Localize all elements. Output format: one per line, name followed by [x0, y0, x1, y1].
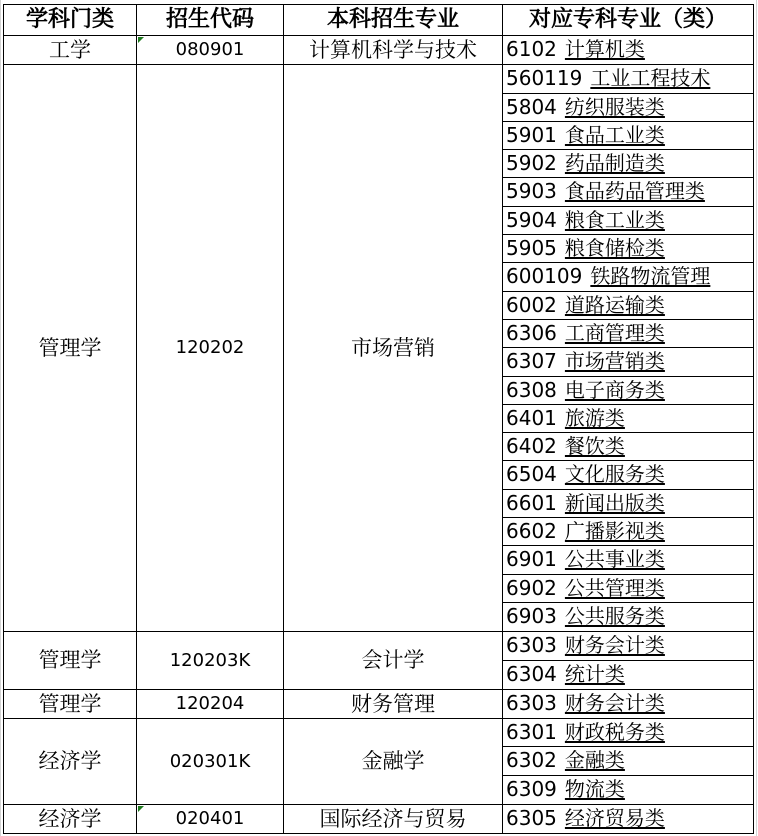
related-major-item[interactable]: [503, 94, 753, 122]
related-major-name: 食品工业类: [564, 122, 665, 147]
related-cell[interactable]: [503, 65, 754, 632]
related-cell[interactable]: [503, 689, 754, 718]
related-major-name: 食品药品管理类: [564, 179, 705, 204]
related-major-item[interactable]: [503, 65, 753, 93]
header-row: [4, 5, 754, 36]
related-major-name: 财政税务类: [564, 720, 665, 745]
category-cell[interactable]: 管理学: [4, 65, 137, 632]
related-major-name: 市场营销类: [564, 349, 665, 374]
related-major-number: 6307: [506, 349, 557, 374]
code-cell[interactable]: 120204: [137, 689, 284, 718]
related-major-name: 文化服务类: [564, 462, 665, 487]
related-major-name: 铁路物流管理: [590, 264, 711, 289]
related-major-name: 餐饮类: [564, 434, 625, 459]
category-cell[interactable]: 经济学: [4, 719, 137, 805]
code-cell[interactable]: 020401: [137, 805, 284, 834]
related-major-number: 6305: [506, 806, 557, 831]
related-major-item[interactable]: [503, 690, 753, 718]
related-major-number: 5804: [506, 94, 557, 119]
related-major-name: 经济贸易类: [564, 806, 665, 831]
related-major-name: 公共管理类: [564, 575, 665, 600]
table-row: [4, 805, 754, 834]
related-major-item[interactable]: [503, 178, 753, 206]
major-cell[interactable]: 金融学: [284, 719, 503, 805]
related-major-name: 金融类: [564, 748, 625, 773]
related-cell[interactable]: [503, 719, 754, 805]
related-major-number: 5902: [506, 151, 557, 176]
grid-line-right: [756, 0, 757, 836]
related-major-number: 5904: [506, 207, 557, 232]
related-major-name: 计算机类: [564, 37, 645, 61]
table-row: [4, 689, 754, 718]
major-cell[interactable]: 财务管理: [284, 689, 503, 718]
code-cell[interactable]: 080901: [137, 36, 284, 65]
related-major-number: 6902: [506, 575, 557, 600]
related-major-item[interactable]: [503, 320, 753, 348]
related-major-name: 纺织服装类: [564, 94, 665, 119]
table-row: [4, 632, 754, 690]
code-cell[interactable]: 120202: [137, 65, 284, 632]
related-major-item[interactable]: [503, 235, 753, 263]
related-major-item[interactable]: [503, 632, 753, 660]
related-major-item[interactable]: [503, 405, 753, 433]
related-major-number: 6301: [506, 720, 557, 745]
header-category[interactable]: 学科门类: [4, 5, 137, 36]
related-major-name: 工业工程技术: [590, 66, 711, 91]
related-major-number: 6601: [506, 490, 557, 515]
related-major-number: 6401: [506, 405, 557, 430]
related-major-item[interactable]: [503, 207, 753, 235]
related-major-number: 600109: [506, 264, 583, 289]
related-major-item[interactable]: [503, 348, 753, 376]
related-major-item[interactable]: [503, 36, 753, 64]
table-row: [4, 36, 754, 65]
category-cell[interactable]: 经济学: [4, 805, 137, 834]
error-indicator-icon: [138, 37, 144, 43]
code-cell[interactable]: 120203K: [137, 632, 284, 690]
header-major[interactable]: 本科招生专业: [284, 5, 503, 36]
related-major-number: 5905: [506, 236, 557, 261]
related-major-number: 5903: [506, 179, 557, 204]
related-major-item[interactable]: [503, 122, 753, 150]
related-major-number: 5901: [506, 122, 557, 147]
related-major-item[interactable]: [503, 461, 753, 489]
header-code[interactable]: 招生代码: [137, 5, 284, 36]
major-cell[interactable]: 市场营销: [284, 65, 503, 632]
related-major-number: 6901: [506, 547, 557, 572]
grid-line-left: [0, 0, 1, 836]
related-major-name: 道路运输类: [564, 292, 665, 317]
header-related[interactable]: 对应专科专业（类）: [503, 5, 754, 36]
related-major-item[interactable]: [503, 776, 753, 804]
related-major-name: 粮食储检类: [564, 236, 665, 261]
related-major-number: 560119: [506, 66, 583, 91]
related-major-item[interactable]: [503, 490, 753, 518]
related-major-name: 物流类: [564, 776, 625, 801]
related-major-item[interactable]: [503, 805, 753, 833]
related-major-item[interactable]: [503, 546, 753, 574]
related-major-number: 6304: [506, 661, 557, 686]
related-major-number: 6402: [506, 434, 557, 459]
error-indicator-icon: [138, 806, 144, 812]
related-major-item[interactable]: [503, 518, 753, 546]
related-cell[interactable]: [503, 36, 754, 65]
related-cell[interactable]: [503, 805, 754, 834]
related-major-name: 广播影视类: [564, 519, 665, 544]
related-major-number: 6309: [506, 776, 557, 801]
related-major-name: 旅游类: [564, 405, 625, 430]
related-cell[interactable]: [503, 632, 754, 690]
major-cell[interactable]: 计算机科学与技术: [284, 36, 503, 65]
related-major-name: 公共服务类: [564, 603, 665, 628]
related-major-number: 6002: [506, 292, 557, 317]
related-major-name: 统计类: [564, 661, 625, 686]
related-major-item[interactable]: [503, 150, 753, 178]
related-major-number: 6903: [506, 603, 557, 628]
related-major-name: 工商管理类: [564, 320, 665, 345]
category-cell[interactable]: 管理学: [4, 689, 137, 718]
table-row: [4, 65, 754, 632]
related-major-item[interactable]: [503, 661, 753, 689]
related-major-item[interactable]: [503, 433, 753, 461]
related-major-number: 6504: [506, 462, 557, 487]
table-row: [4, 719, 754, 805]
related-major-item[interactable]: [503, 747, 753, 775]
related-major-number: 6602: [506, 519, 557, 544]
major-cell[interactable]: 会计学: [284, 632, 503, 690]
related-major-name: 电子商务类: [564, 377, 665, 402]
related-major-item[interactable]: [503, 719, 753, 747]
related-major-number: 6303: [506, 690, 557, 715]
related-major-number: 6302: [506, 748, 557, 773]
code-cell[interactable]: 020301K: [137, 719, 284, 805]
related-major-number: 6303: [506, 633, 557, 658]
related-major-name: 财务会计类: [564, 690, 665, 715]
related-major-name: 财务会计类: [564, 633, 665, 658]
related-major-name: 公共事业类: [564, 547, 665, 572]
category-cell[interactable]: 管理学: [4, 632, 137, 690]
related-major-number: 6102: [506, 37, 557, 61]
related-major-number: 6306: [506, 320, 557, 345]
related-major-item[interactable]: [503, 263, 753, 291]
related-major-item[interactable]: [503, 575, 753, 603]
related-major-item[interactable]: [503, 292, 753, 320]
related-major-name: 新闻出版类: [564, 490, 665, 515]
related-major-name: 粮食工业类: [564, 207, 665, 232]
related-major-item[interactable]: [503, 603, 753, 631]
related-major-number: 6308: [506, 377, 557, 402]
related-major-item[interactable]: [503, 377, 753, 405]
major-table: [3, 4, 754, 834]
category-cell[interactable]: 工学: [4, 36, 137, 65]
related-major-name: 药品制造类: [564, 151, 665, 176]
major-cell[interactable]: 国际经济与贸易: [284, 805, 503, 834]
